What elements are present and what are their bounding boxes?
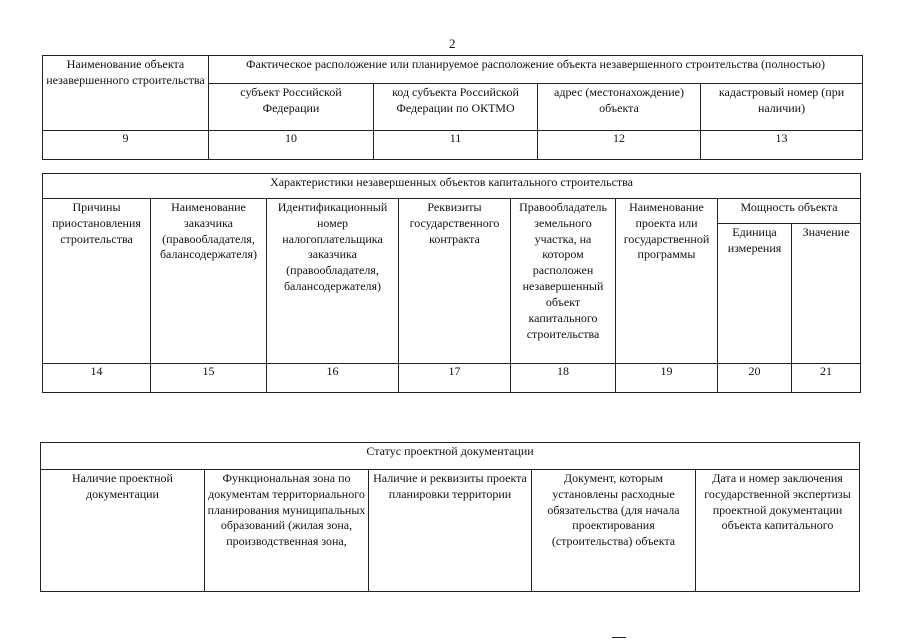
customer-name-header: Наименование заказчика (правообладателя, балансодержателя) xyxy=(151,199,267,364)
capacity-header: Мощность объекта xyxy=(718,199,861,224)
functional-zone-header: Функциональная зона по документам территориального планирования муниципальных образований (жилая зона, производственная зона, xyxy=(205,470,369,592)
column-number: 20 xyxy=(718,364,792,393)
location-table xyxy=(42,55,863,160)
project-docs-availability-header: Наличие проектной документации xyxy=(41,470,205,592)
page-number: 2 xyxy=(449,36,456,51)
location-header: Фактическое расположение или планируемое расположение объекта незавершенного строительства (полностью) xyxy=(209,56,863,84)
column-number: 13 xyxy=(701,131,863,160)
address-header: адрес (местонахождение) объекта xyxy=(538,84,701,131)
cadastral-number-header: кадастровый номер (при наличии) xyxy=(701,84,863,131)
column-number: 14 xyxy=(43,364,151,393)
unit-header: Единица измерения xyxy=(718,224,792,364)
land-owner-header: Правообладатель земельного участка, на котором расположен незавершенный объект капитального строительства xyxy=(511,199,616,364)
project-docs-title: Статус проектной документации xyxy=(41,443,860,470)
column-number: 9 xyxy=(43,131,209,160)
suspension-reasons-header: Причины приостановления строительства xyxy=(43,199,151,364)
oktmo-header: код субъекта Российской Федерации по ОКТМО xyxy=(374,84,538,131)
expense-document-header: Документ, которым установлены расходные обязательства (для начала проектирования (строительства) объекта xyxy=(532,470,696,592)
column-number: 15 xyxy=(151,364,267,393)
expertise-conclusion-header: Дата и номер заключения государственной экспертизы проектной документации объекта капитального xyxy=(696,470,860,592)
column-number: 19 xyxy=(616,364,718,393)
customer-inn-header: Идентификационный номер налогоплательщика заказчика (правообладателя, балансодержателя) xyxy=(267,199,399,364)
column-number: 10 xyxy=(209,131,374,160)
characteristics-title: Характеристики незавершенных объектов капитального строительства xyxy=(43,174,861,199)
column-number: 21 xyxy=(792,364,861,393)
column-number: 11 xyxy=(374,131,538,160)
planning-project-header: Наличие и реквизиты проекта планировки территории xyxy=(369,470,532,592)
project-docs-table xyxy=(40,442,860,592)
column-number: 12 xyxy=(538,131,701,160)
value-header: Значение xyxy=(792,224,861,364)
column-number: 18 xyxy=(511,364,616,393)
project-name-header: Наименование проекта или государственной программы xyxy=(616,199,718,364)
region-header: субъект Российской Федерации xyxy=(209,84,374,131)
object-name-header: Наименование объекта незавершенного строительства xyxy=(43,56,209,131)
column-number: 16 xyxy=(267,364,399,393)
characteristics-table xyxy=(42,173,861,393)
column-number: 17 xyxy=(399,364,511,393)
contract-details-header: Реквизиты государственного контракта xyxy=(399,199,511,364)
footer-mark xyxy=(612,637,626,638)
